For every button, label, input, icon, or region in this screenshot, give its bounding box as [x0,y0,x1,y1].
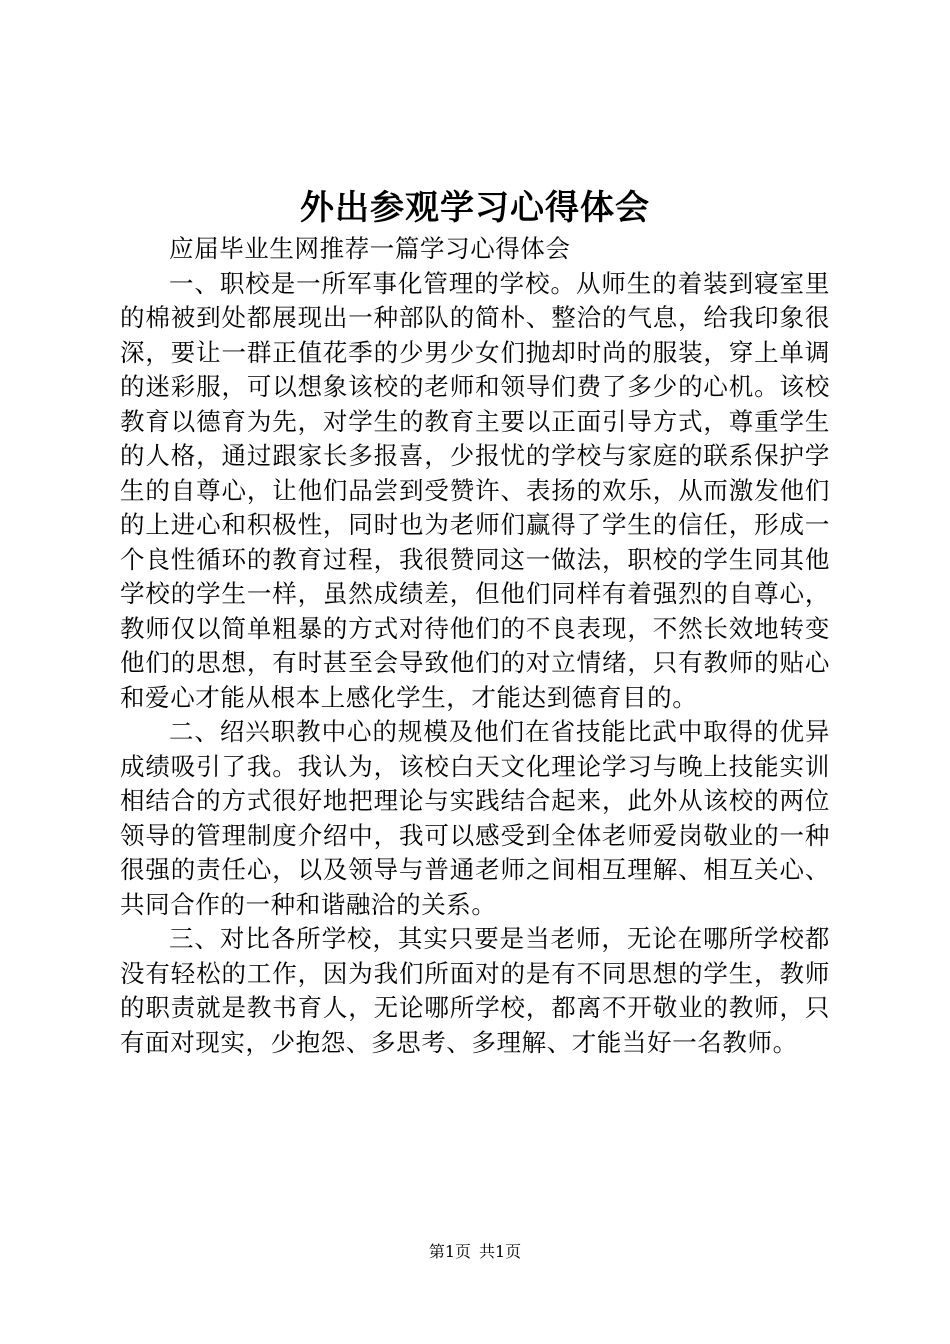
document-title: 外出参观学习心得体会 [300,188,650,228]
page-total: 共1页 [479,1242,522,1261]
paragraph-3: 三、对比各所学校，其实只要是当老师，无论在哪所学校都没有轻松的工作，因为我们所面对的是有不同思想的学生，教师的职责就是教书育人，无论哪所学校，都离不开敬业的教师，只有面对现实，少抱怨、多思考、多理解、才能当好一名教师。 [120,924,830,1057]
page-number: 第1页 [428,1242,471,1261]
document-body [120,232,830,1060]
paragraph-intro: 应届毕业生网推荐一篇学习心得体会 [169,234,571,263]
page-footer [0,1240,950,1264]
paragraph-1: 一、职校是一所军事化管理的学校。从师生的着装到寝室里的棉被到处都展现出一种部队的简朴、整洽的气息，给我印象很深，要让一群正值花季的少男少女们抛却时尚的服装，穿上单调的迷彩服，可以想象该校的老师和领导们费了多少的心机。该校教育以德育为先，对学生的教育主要以正面引导方式，尊重学生的人格，通过跟家长多报喜，少报忧的学校与家庭的联系保护学生的自尊心，让他们品尝到受赞许、表扬的欢乐，从而激发他们的上进心和积极性，同时也为老师们赢得了学生的信任，形成一个良性循环的教育过程，我很赞同这一做法，职校的学生同其他学校的学生一样，虽然成绩差，但他们同样有着强烈的自尊心，教师仅以简单粗暴的方式对待他们的不良表现，不然长效地转变他们的思想，有时甚至会导致他们的对立情绪，只有教师的贴心和爱心才能从根本上感化学生，才能达到德育目的。 [120,268,830,712]
paragraph-2: 二、绍兴职教中心的规模及他们在省技能比武中取得的优异成绩吸引了我。我认为，该校白天文化理论学习与晚上技能实训相结合的方式很好地把理论与实践结合起来，此外从该校的两位领导的管理制度介绍中，我可以感受到全体老师爱岗敬业的一种很强的责任心，以及领导与普通老师之间相互理解、相互关心、共同合作的一种和谐融洽的关系。 [120,717,830,919]
